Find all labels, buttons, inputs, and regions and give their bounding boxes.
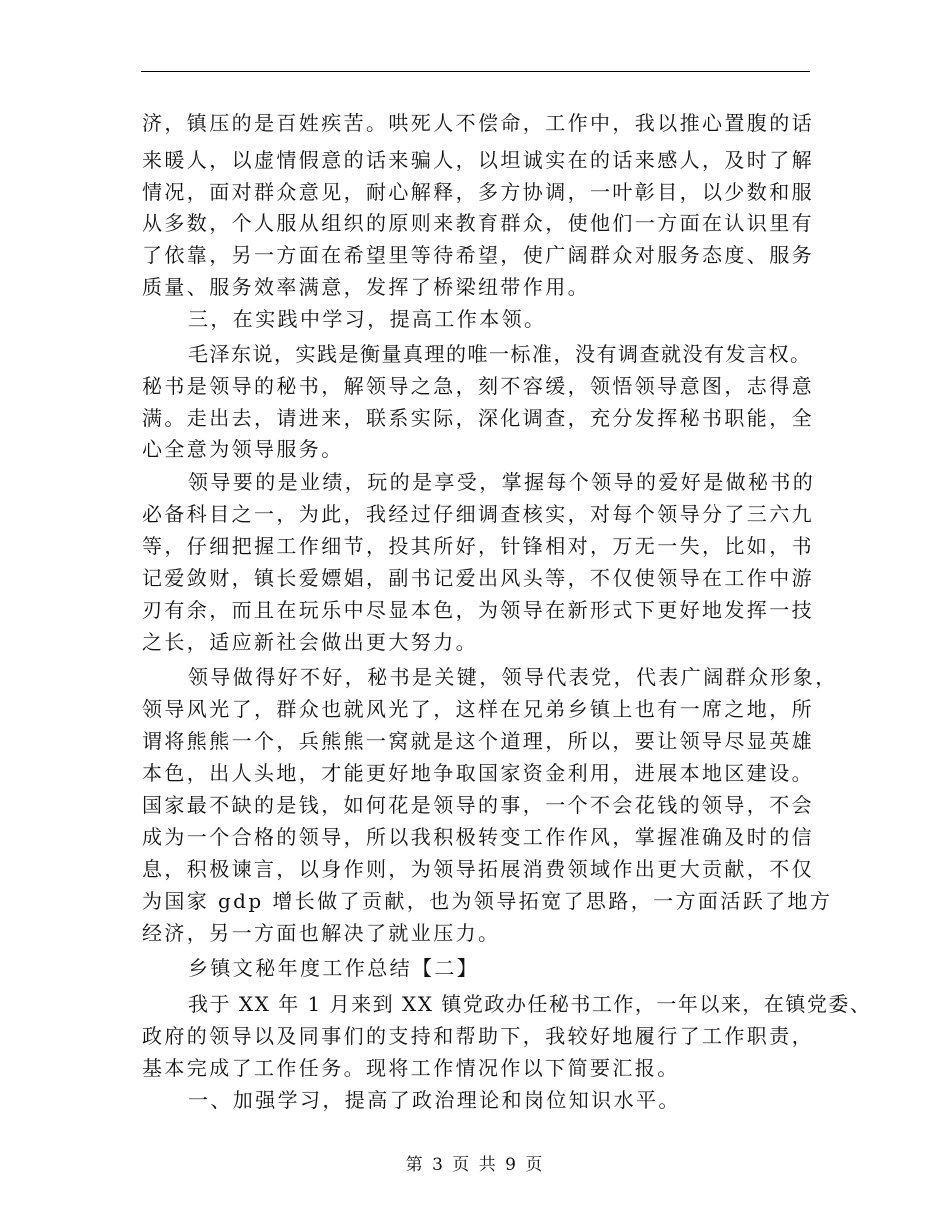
text-line: 满。走出去，请进来，联系实际，深化调查，充分发挥秘书职能，全 [142,406,814,430]
text-line: 经济，另一方面也解决了就业压力。 [142,921,501,945]
text-line: 为国家 gdp 增长做了贡献，也为领导拓宽了思路，一方面活跃了地方 [142,889,833,913]
text-line: 领导做得好不好，秘书是关键，领导代表党，代表广阔群众形象， [188,665,838,689]
page-number: 第 3 页 共 9 页 [405,1155,545,1175]
text-line: 我于 XX 年 1 月来到 XX 镇党政办任秘书工作，一年以来，在镇党委、 [188,992,872,1016]
text-line: 领导要的是业绩，玩的是享受，掌握每个领导的爱好是做秘书的 [188,470,816,494]
text-line: 政府的领导以及同事们的支持和帮助下，我较好地履行了工作职责， [142,1024,814,1048]
text-line: 质量、服务效率满意，发挥了桥梁纽带作用。 [142,275,590,299]
section-title: 乡镇文秘年度工作总结【二】 [188,956,480,980]
text-line: 领导风光了，群众也就风光了，这样在兄弟乡镇上也有一席之地，所 [142,697,814,721]
text-line: 从多数，个人服从组织的原则来教育群众，使他们一方面在认识里有 [142,211,814,235]
text-line: 秘书是领导的秘书，解领导之急，刻不容缓，领悟领导意图，志得意 [142,374,814,398]
text-line: 等，仔细把握工作细节，投其所好，针锋相对，万无一失，比如，书 [142,534,814,558]
text-line: 刃有余，而且在玩乐中尽显本色，为领导在新形式下更好地发挥一技 [142,598,814,622]
text-line: 谓将熊熊一个，兵熊熊一窝就是这个道理，所以，要让领导尽显英雄 [142,729,814,753]
text-line: 记爱敛财，镇长爱嫖娼，副书记爱出风头等，不仅使领导在工作中游 [142,566,814,590]
text-line: 成为一个合格的领导，所以我积极转变工作作风，掌握准确及时的信 [142,825,814,849]
header-rule [141,71,810,72]
text-line: 国家最不缺的是钱，如何花是领导的事，一个不会花钱的领导，不会 [142,793,814,817]
text-line: 息，积极谏言，以身作则，为领导拓展消费领域作出更大贡献，不仅 [142,857,814,881]
section-heading: 三，在实践中学习，提高工作本领。 [188,307,547,331]
text-line: 心全意为领导服务。 [142,437,344,461]
text-line: 情况，面对群众意见，耐心解释，多方协调，一叶彰目，以少数和服 [142,180,814,204]
text-line: 本色，出人头地，才能更好地争取国家资金利用，进展本地区建设。 [142,761,814,785]
text-line: 基本完成了工作任务。现将工作情况作以下简要汇报。 [142,1056,680,1080]
text-line: 济，镇压的是百姓疾苦。哄死人不偿命，工作中，我以推心置腹的话 [142,111,814,135]
text-line: 来暖人，以虚情假意的话来骗人，以坦诚实在的话来感人，及时了解 [142,148,814,172]
text-line: 必备科目之一，为此，我经过仔细调查核实，对每个领导分了三六九 [142,502,814,526]
section-heading: 一、加强学习，提高了政治理论和岗位知识水平。 [188,1088,681,1112]
text-line: 了依靠，另一方面在希望里等待希望，使广阔群众对服务态度、服务 [142,243,814,267]
text-line: 毛泽东说，实践是衡量真理的唯一标准，没有调查就没有发言权。 [188,342,812,366]
text-line: 之长，适应新社会做出更大努力。 [142,630,478,654]
